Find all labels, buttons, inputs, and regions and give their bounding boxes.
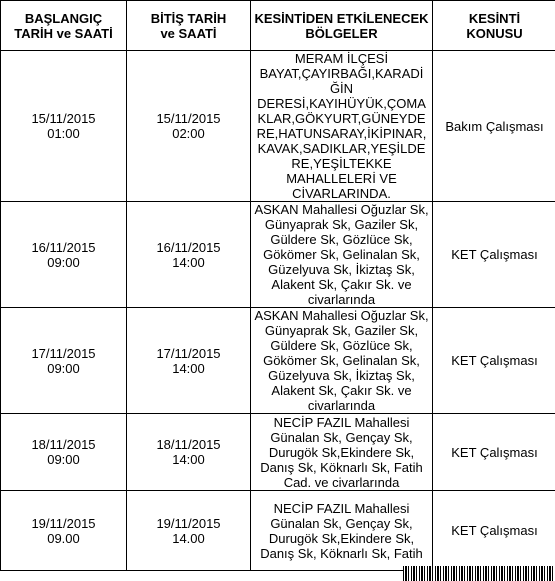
start-datetime: 16/11/2015 09:00: [1, 202, 127, 308]
outage-topic: KET Çalışması: [433, 202, 555, 308]
barcode: [403, 566, 555, 581]
end-datetime: 19/11/2015 14.00: [127, 491, 251, 571]
start-datetime: 18/11/2015 09:00: [1, 414, 127, 491]
start-datetime: 17/11/2015 09:00: [1, 308, 127, 414]
header-start: BAŞLANGIÇ TARİH ve SAATİ: [1, 1, 127, 51]
affected-regions: ASKAN Mahallesi Oğuzlar Sk, Günyaprak Sk, Gaziler Sk, Güldere Sk, Gözlüce Sk, Gökömer Sk, Gelinalan Sk, Güzelyuva Sk, İkiztaş Sk, Alakent Sk, Çakır Sk. ve civarlarında: [251, 202, 433, 308]
outage-topic: KET Çalışması: [433, 308, 555, 414]
end-datetime: 15/11/2015 02:00: [127, 51, 251, 202]
header-regions: KESİNTİDEN ETKİLENECEK BÖLGELER: [251, 1, 433, 51]
table-row: [1, 308, 555, 414]
outage-topic: KET Çalışması: [433, 491, 555, 571]
end-datetime: 16/11/2015 14:00: [127, 202, 251, 308]
header-end: BİTİŞ TARİH ve SAATİ: [127, 1, 251, 51]
header-row: [1, 1, 555, 51]
affected-regions: NECİP FAZIL Mahallesi Günalan Sk, Gençay Sk, Durugök Sk,Ekindere Sk, Danış Sk, Köknarlı Sk, Fatih Cad. ve civarlarında: [251, 414, 433, 491]
table-row: [1, 51, 555, 202]
affected-regions: ASKAN Mahallesi Oğuzlar Sk, Günyaprak Sk, Gaziler Sk, Güldere Sk, Gözlüce Sk, Gökömer Sk, Gelinalan Sk, Güzelyuva Sk, İkiztaş Sk, Alakent Sk, Çakır Sk. ve civarlarında: [251, 308, 433, 414]
start-datetime: 19/11/2015 09.00: [1, 491, 127, 571]
header-topic: KESİNTİ KONUSU: [433, 1, 555, 51]
table-row: [1, 414, 555, 491]
table-row: [1, 491, 555, 571]
end-datetime: 18/11/2015 14:00: [127, 414, 251, 491]
table-row: [1, 202, 555, 308]
affected-regions: MERAM İLÇESİ BAYAT,ÇAYIRBAĞI,KARADİ ĞİN DERESİ,KAYIHÜYÜK,ÇOMA KLAR,GÖKYURT,GÜNEYDE RE,HATUNSARAY,İKİPINAR, KAVAK,SADIKLAR,YEŞİLDE RE,YEŞİLTEKKE MAHALLELERİ VE CİVARLARINDA.: [251, 51, 433, 202]
end-datetime: 17/11/2015 14:00: [127, 308, 251, 414]
outage-topic: Bakım Çalışması: [433, 51, 555, 202]
outage-topic: KET Çalışması: [433, 414, 555, 491]
affected-regions: NECİP FAZIL Mahallesi Günalan Sk, Gençay Sk, Durugök Sk,Ekindere Sk, Danış Sk, Köknarlı Sk, Fatih: [251, 491, 433, 571]
start-datetime: 15/11/2015 01:00: [1, 51, 127, 202]
